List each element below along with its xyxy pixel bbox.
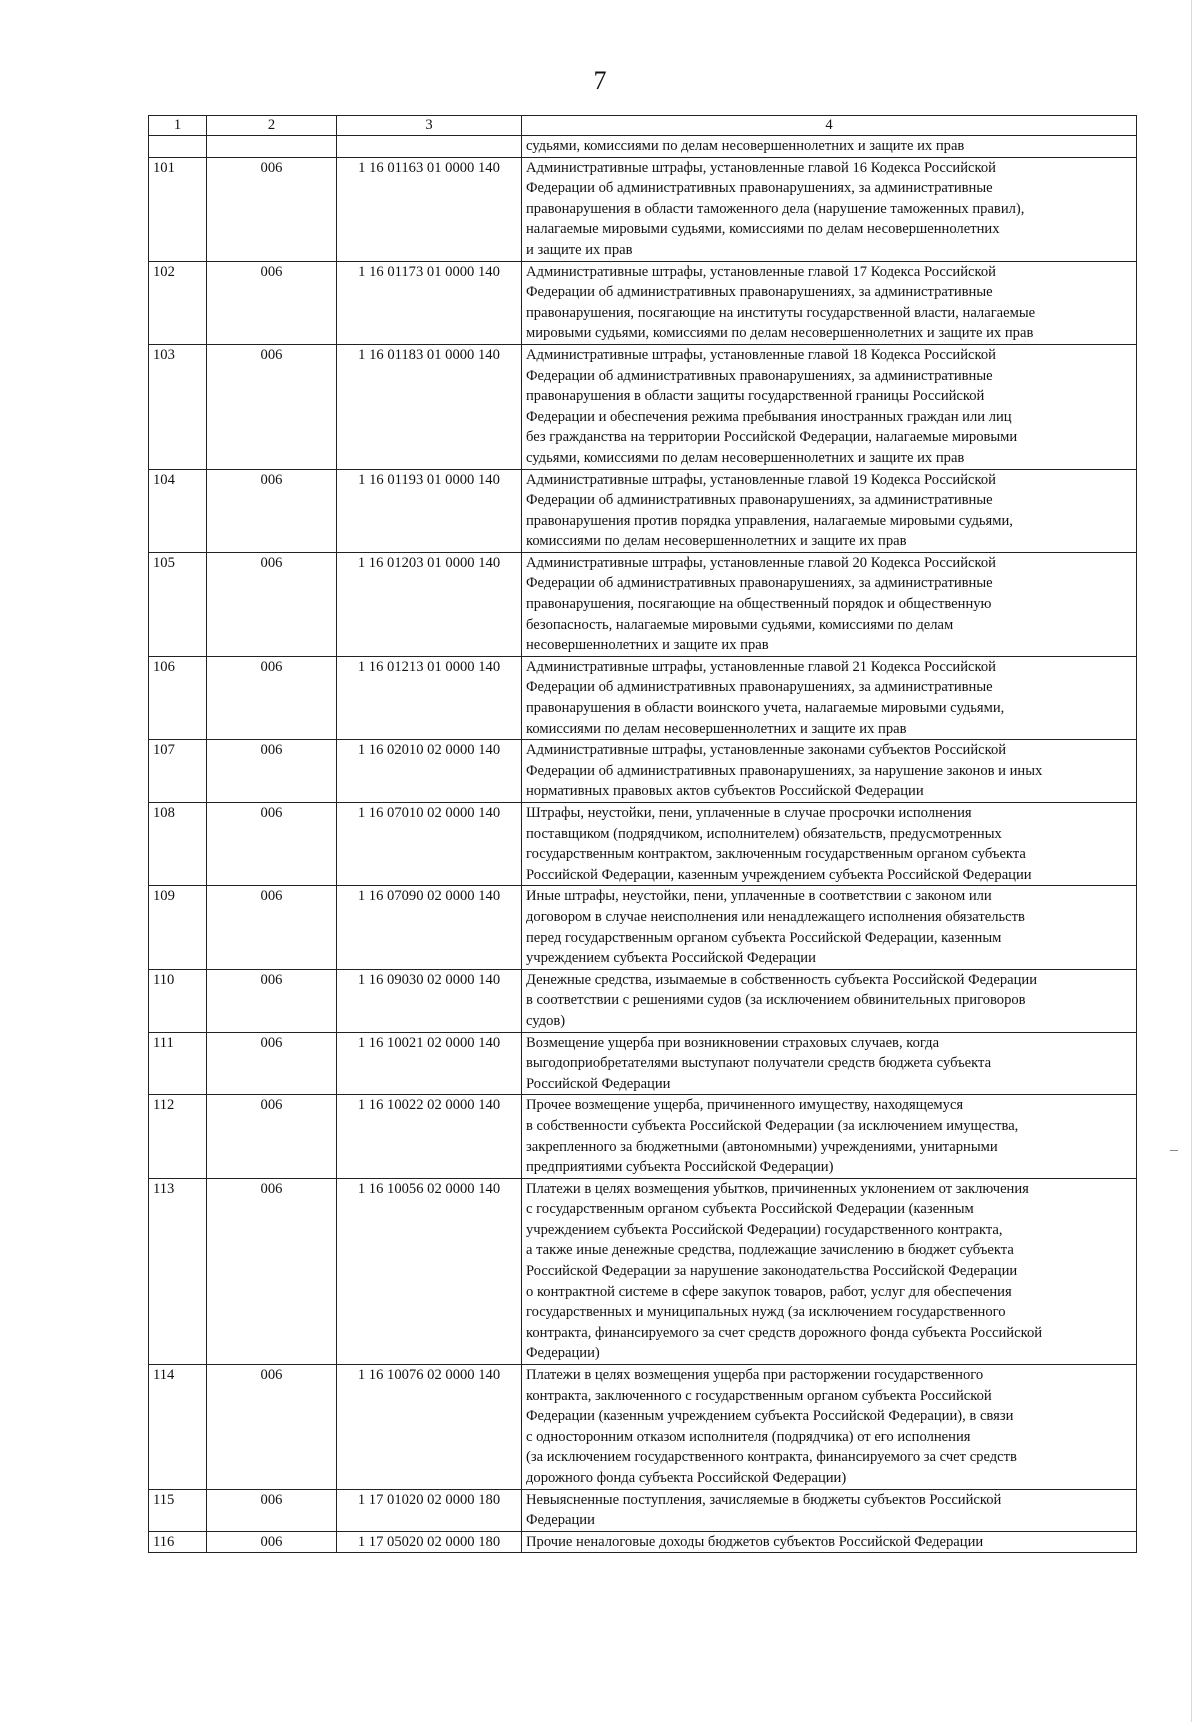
row-number-cell: 105 [149, 552, 207, 656]
description-cell [522, 1095, 1137, 1178]
column-header-number: 1 [149, 116, 207, 136]
table-row [149, 656, 1137, 739]
description-line: Российской Федерации, казенным учреждением субъекта Российской Федерации [526, 866, 1032, 883]
description-line: в собственности субъекта Российской Федерации (за исключением имущества, [526, 1117, 1019, 1134]
description-line: учреждением субъекта Российской Федерации) государственного контракта, [526, 1221, 1003, 1238]
row-number-cell [149, 136, 207, 158]
description-line: Невыясненные поступления, зачисляемые в бюджеты субъектов Российской [526, 1491, 1002, 1508]
admin-code-cell [207, 136, 337, 158]
admin-code-cell: 006 [207, 344, 337, 469]
table-row [149, 740, 1137, 803]
description-line: договором в случае неисполнения или ненадлежащего исполнения обязательств [526, 908, 1025, 925]
description-cell [522, 344, 1137, 469]
description-line: несовершеннолетних и защите их прав [526, 637, 769, 654]
description-line: Платежи в целях возмещения убытков, причиненных уклонением от заключения [526, 1180, 1029, 1197]
column-header-budget-code: 3 [337, 116, 522, 136]
description-line: правонарушения в области защиты государственной границы Российской [526, 388, 985, 405]
description-line: дорожного фонда субъекта Российской Федерации) [526, 1470, 847, 1486]
description-line: Прочее возмещение ущерба, причиненного имуществу, находящемуся [526, 1097, 964, 1114]
row-number-cell: 116 [149, 1531, 207, 1553]
admin-code-cell: 006 [207, 1531, 337, 1553]
table-row [149, 1032, 1137, 1095]
admin-code-cell: 006 [207, 552, 337, 656]
admin-code-cell: 006 [207, 656, 337, 739]
description-line: Административные штрафы, установленные главой 20 Кодекса Российской [526, 554, 996, 571]
description-line: судов) [526, 1012, 566, 1029]
description-line: контракта, финансируемого за счет средств дорожного фонда субъекта Российской [526, 1324, 1043, 1341]
description-line: Федерации [526, 1512, 595, 1529]
budget-code-cell: 1 16 01213 01 0000 140 [337, 656, 522, 739]
table-row [149, 552, 1137, 656]
budget-code-cell: 1 17 05020 02 0000 180 [337, 1531, 522, 1553]
description-line: государственных и муниципальных нужд (за исключением государственного [526, 1304, 1006, 1321]
description-line: правонарушения против порядка управления, налагаемые мировыми судьями, [526, 512, 1013, 529]
description-line: (за исключением государственного контракта, финансируемого за счет средств [526, 1449, 1017, 1466]
admin-code-cell: 006 [207, 261, 337, 344]
budget-code-cell: 1 16 10021 02 0000 140 [337, 1032, 522, 1095]
description-cell [522, 1531, 1137, 1553]
description-cell [522, 1489, 1137, 1531]
budget-code-cell: 1 16 07010 02 0000 140 [337, 803, 522, 886]
description-cell [522, 803, 1137, 886]
row-number-cell: 104 [149, 469, 207, 552]
row-number-cell: 108 [149, 803, 207, 886]
description-line: Прочие неналоговые доходы бюджетов субъектов Российской Федерации [526, 1533, 984, 1550]
admin-code-cell: 006 [207, 1095, 337, 1178]
column-header-description: 4 [522, 116, 1137, 136]
admin-code-cell: 006 [207, 157, 337, 261]
table-header-row [149, 116, 1137, 136]
description-line: судьями, комиссиями по делам несовершеннолетних и защите их прав [526, 449, 965, 466]
description-line: о контрактной системе в сфере закупок товаров, работ, услуг для обеспечения [526, 1283, 1012, 1300]
description-line: учреждением субъекта Российской Федерации [526, 950, 816, 967]
scan-right-edge [1191, 0, 1192, 1722]
table-row [149, 1365, 1137, 1490]
admin-code-cell: 006 [207, 1365, 337, 1490]
description-line: правонарушения в области воинского учета, налагаемые мировыми судьями, [526, 700, 1005, 717]
description-cell [522, 656, 1137, 739]
row-number-cell: 106 [149, 656, 207, 739]
description-cell [522, 157, 1137, 261]
budget-code-cell: 1 16 01163 01 0000 140 [337, 157, 522, 261]
description-line: мировыми судьями, комиссиями по делам несовершеннолетних и защите их прав [526, 325, 1034, 342]
description-line: Федерации об административных правонарушениях, за административные [526, 575, 993, 592]
row-number-cell: 112 [149, 1095, 207, 1178]
table-row [149, 1095, 1137, 1178]
description-line: Возмещение ущерба при возникновении страховых случаев, когда [526, 1034, 940, 1051]
description-line: Административные штрафы, установленные законами субъектов Российской [526, 742, 1007, 759]
description-cell [522, 469, 1137, 552]
description-cell [522, 261, 1137, 344]
table-row [149, 469, 1137, 552]
description-line: Денежные средства, изымаемые в собственность субъекта Российской Федерации [526, 971, 1038, 988]
admin-code-cell: 006 [207, 1178, 337, 1364]
description-line: нормативных правовых актов субъектов Российской Федерации [526, 783, 924, 800]
row-number-cell: 109 [149, 886, 207, 969]
description-line: Платежи в целях возмещения ущерба при расторжении государственного [526, 1367, 984, 1384]
admin-code-cell: 006 [207, 886, 337, 969]
description-line: закрепленного за бюджетными (автономными) учреждениями, унитарными [526, 1138, 998, 1155]
description-line: комиссиями по делам несовершеннолетних и защите их прав [526, 533, 907, 550]
budget-code-cell: 1 16 10056 02 0000 140 [337, 1178, 522, 1364]
description-line: Федерации об административных правонарушениях, за административные [526, 679, 993, 696]
description-line: выгодоприобретателями выступают получатели средств бюджета субъекта [526, 1055, 992, 1072]
row-number-cell: 101 [149, 157, 207, 261]
row-number-cell: 114 [149, 1365, 207, 1490]
description-cell [522, 969, 1137, 1032]
table-row [149, 803, 1137, 886]
description-line: Федерации) [526, 1345, 600, 1362]
description-cell [522, 552, 1137, 656]
table-row [149, 1531, 1137, 1553]
description-line: Иные штрафы, неустойки, пени, уплаченные в соответствии с законом или [526, 888, 992, 905]
description-line: правонарушения, посягающие на общественный порядок и общественную [526, 596, 992, 613]
description-line: судьями, комиссиями по делам несовершеннолетних и защите их прав [526, 138, 965, 154]
description-line: с государственным органом субъекта Российской Федерации (казенным [526, 1201, 974, 1218]
page-number: 7 [593, 66, 607, 95]
admin-code-cell: 006 [207, 1032, 337, 1095]
description-line: Административные штрафы, установленные главой 18 Кодекса Российской [526, 346, 996, 363]
admin-code-cell: 006 [207, 469, 337, 552]
admin-code-cell: 006 [207, 1489, 337, 1531]
table-row [149, 1178, 1137, 1364]
description-line: Федерации об административных правонарушениях, за административные [526, 180, 993, 197]
admin-code-cell: 006 [207, 740, 337, 803]
description-line: Федерации (казенным учреждением субъекта Российской Федерации), в связи [526, 1408, 1014, 1425]
description-line: Федерации об административных правонарушениях, за административные [526, 492, 993, 509]
description-line: Федерации об административных правонарушениях, за нарушение законов и иных [526, 762, 1043, 779]
description-line: правонарушения в области таможенного дела (нарушение таможенных правил), [526, 200, 1025, 217]
description-line: Административные штрафы, установленные главой 21 Кодекса Российской [526, 658, 996, 675]
description-line: контракта, заключенного с государственным органом субъекта Российской [526, 1387, 992, 1404]
budget-code-cell: 1 16 01203 01 0000 140 [337, 552, 522, 656]
table-row [149, 136, 1137, 158]
description-line: Федерации об административных правонарушениях, за административные [526, 284, 993, 301]
budget-code-cell: 1 16 02010 02 0000 140 [337, 740, 522, 803]
description-line: комиссиями по делам несовершеннолетних и защите их прав [526, 720, 907, 737]
description-line: безопасность, налагаемые мировыми судьями, комиссиями по делам [526, 616, 954, 633]
admin-code-cell: 006 [207, 803, 337, 886]
description-line: Штрафы, неустойки, пени, уплаченные в случае просрочки исполнения [526, 805, 972, 821]
description-cell [522, 740, 1137, 803]
budget-code-cell: 1 16 01173 01 0000 140 [337, 261, 522, 344]
margin-tick [1170, 1150, 1178, 1151]
description-cell [522, 1032, 1137, 1095]
description-line: поставщиком (подрядчиком, исполнителем) обязательств, предусмотренных [526, 825, 1002, 842]
description-line: Российской Федерации [526, 1075, 671, 1092]
row-number-cell: 113 [149, 1178, 207, 1364]
description-line: Административные штрафы, установленные главой 17 Кодекса Российской [526, 263, 996, 280]
description-line: Федерации и обеспечения режима пребывания иностранных граждан или лиц [526, 408, 1012, 425]
table-row [149, 344, 1137, 469]
budget-code-cell: 1 16 01183 01 0000 140 [337, 344, 522, 469]
budget-code-cell: 1 16 01193 01 0000 140 [337, 469, 522, 552]
budget-code-cell: 1 16 10076 02 0000 140 [337, 1365, 522, 1490]
table-row [149, 886, 1137, 969]
description-line: с односторонним отказом исполнителя (подрядчика) от его исполнения [526, 1428, 971, 1445]
description-line: предприятиями субъекта Российской Федерации) [526, 1159, 834, 1176]
table-body [149, 136, 1137, 1553]
description-line: а также иные денежные средства, подлежащие зачислению в бюджет субъекта [526, 1242, 1014, 1259]
budget-code-cell [337, 136, 522, 158]
description-line: перед государственным органом субъекта Российской Федерации, казенным [526, 929, 1002, 946]
description-cell [522, 886, 1137, 969]
description-line: Административные штрафы, установленные главой 19 Кодекса Российской [526, 471, 996, 488]
description-line: правонарушения, посягающие на институты государственной власти, налагаемые [526, 304, 1036, 321]
description-line: Административные штрафы, установленные главой 16 Кодекса Российской [526, 159, 996, 176]
row-number-cell: 110 [149, 969, 207, 1032]
budget-code-cell: 1 16 09030 02 0000 140 [337, 969, 522, 1032]
row-number-cell: 115 [149, 1489, 207, 1531]
row-number-cell: 111 [149, 1032, 207, 1095]
budget-code-cell: 1 17 01020 02 0000 180 [337, 1489, 522, 1531]
row-number-cell: 102 [149, 261, 207, 344]
description-line: и защите их прав [526, 241, 633, 258]
row-number-cell: 107 [149, 740, 207, 803]
budget-codes-table [148, 115, 1137, 1553]
table-row [149, 157, 1137, 261]
description-line: без гражданства на территории Российской Федерации, налагаемые мировыми [526, 429, 1018, 446]
description-line: в соответствии с решениями судов (за исключением обвинительных приговоров [526, 992, 1026, 1009]
description-cell [522, 136, 1137, 158]
column-header-admin-code: 2 [207, 116, 337, 136]
description-cell [522, 1178, 1137, 1364]
table-row [149, 261, 1137, 344]
table-row [149, 969, 1137, 1032]
description-cell [522, 1365, 1137, 1490]
admin-code-cell: 006 [207, 969, 337, 1032]
description-line: налагаемые мировыми судьями, комиссиями по делам несовершеннолетних [526, 221, 1000, 238]
row-number-cell: 103 [149, 344, 207, 469]
description-line: Российской Федерации за нарушение законодательства Российской Федерации [526, 1263, 1018, 1280]
budget-code-cell: 1 16 10022 02 0000 140 [337, 1095, 522, 1178]
budget-code-cell: 1 16 07090 02 0000 140 [337, 886, 522, 969]
description-line: государственным контрактом, заключенным государственным органом субъекта [526, 846, 1026, 863]
description-line: Федерации об административных правонарушениях, за административные [526, 367, 993, 384]
table-row [149, 1489, 1137, 1531]
scan-top-edge [0, 0, 1200, 2]
